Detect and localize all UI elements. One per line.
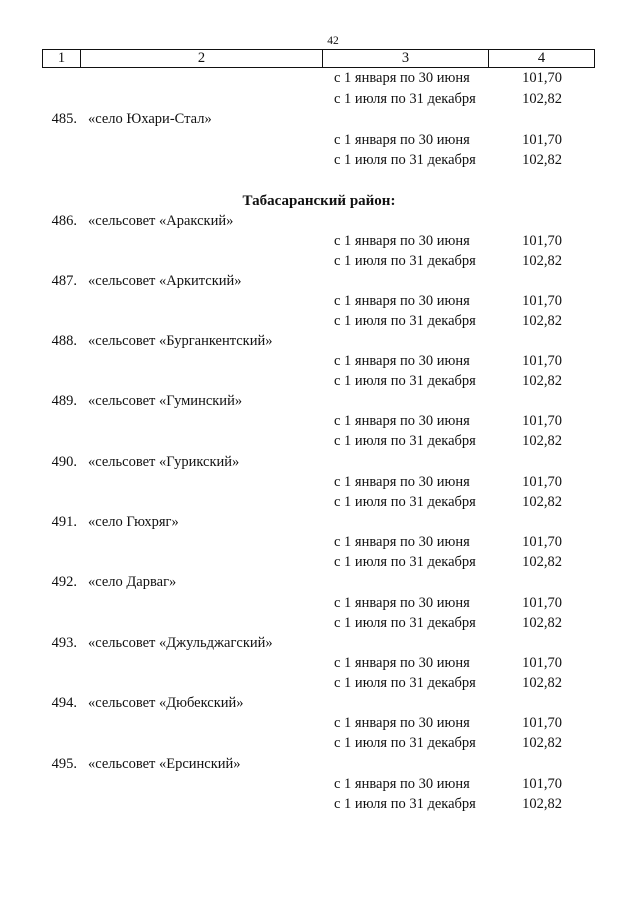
list-item — [0, 573, 640, 633]
list-item — [0, 272, 640, 332]
rate-value: 101,70 — [522, 132, 562, 148]
rate-value: 101,70 — [522, 413, 562, 429]
rate-period: с 1 июля по 31 декабря — [334, 675, 476, 691]
item-number: 488. — [51, 333, 77, 349]
item-name: «сельсовет «Аракский» — [88, 213, 234, 229]
item-name: «сельсовет «Джульджагский» — [88, 635, 273, 651]
rate-period: с 1 июля по 31 декабря — [334, 554, 476, 570]
item-number: 495. — [51, 756, 77, 772]
rate-value: 101,70 — [522, 595, 562, 611]
item-number: 493. — [51, 635, 77, 651]
table-header — [42, 49, 595, 68]
rate-period: с 1 января по 30 июня — [334, 474, 470, 490]
rate-period: с 1 июля по 31 декабря — [334, 615, 476, 631]
list-item — [0, 755, 640, 815]
rate-value: 101,70 — [522, 293, 562, 309]
item-name: «сельсовет «Бурганкентский» — [88, 333, 273, 349]
rate-value: 101,70 — [522, 715, 562, 731]
rate-value: 102,82 — [522, 675, 562, 691]
item-number: 486. — [51, 213, 77, 229]
item-name: «село Гюхряг» — [88, 514, 179, 530]
list-item — [0, 453, 640, 513]
rate-value: 102,82 — [522, 615, 562, 631]
rate-period: с 1 января по 30 июня — [334, 534, 470, 550]
rate-value: 101,70 — [522, 353, 562, 369]
item-name: «сельсовет «Ерсинский» — [88, 756, 241, 772]
item-name: «сельсовет «Аркитский» — [88, 273, 242, 289]
item-number: 487. — [51, 273, 77, 289]
rate-period: с 1 января по 30 июня — [334, 70, 470, 86]
rate-value: 102,82 — [522, 152, 562, 168]
rate-value: 102,82 — [522, 494, 562, 510]
rate-value: 101,70 — [522, 233, 562, 249]
rate-period: с 1 июля по 31 декабря — [334, 152, 476, 168]
item-name: «сельсовет «Гуминский» — [88, 393, 243, 409]
rate-period: с 1 июля по 31 декабря — [334, 433, 476, 449]
column-header-3: 3 — [323, 50, 489, 67]
rate-period: с 1 января по 30 июня — [334, 353, 470, 369]
list-item — [0, 332, 640, 392]
item-name: «сельсовет «Гурикский» — [88, 454, 240, 470]
rate-period: с 1 июля по 31 декабря — [334, 494, 476, 510]
item-name: «сельсовет «Дюбекский» — [88, 695, 244, 711]
item-name: «село Юхари-Стал» — [88, 111, 212, 127]
item-number: 485. — [51, 111, 77, 127]
list-item — [0, 694, 640, 754]
item-number: 490. — [51, 454, 77, 470]
item-number: 491. — [51, 514, 77, 530]
item-number: 489. — [51, 393, 77, 409]
column-header-4: 4 — [537, 50, 546, 66]
district-heading: Табасаранский район: — [242, 193, 396, 209]
item-name: «село Дарваг» — [88, 574, 177, 590]
rate-value: 101,70 — [522, 776, 562, 792]
item-number: 494. — [51, 695, 77, 711]
list-item — [0, 513, 640, 573]
list-item — [0, 110, 640, 170]
rate-period: с 1 января по 30 июня — [334, 233, 470, 249]
rate-period: с 1 июля по 31 декабря — [334, 373, 476, 389]
column-header-1: 1 — [43, 50, 81, 67]
rate-period: с 1 января по 30 июня — [334, 413, 470, 429]
page-number: 42 — [327, 35, 339, 47]
rate-period: с 1 января по 30 июня — [334, 132, 470, 148]
rate-value: 101,70 — [522, 70, 562, 86]
list-item — [0, 392, 640, 452]
rate-period: с 1 июля по 31 декабря — [334, 735, 476, 751]
rate-value: 102,82 — [522, 796, 562, 812]
list-item — [0, 634, 640, 694]
rate-period: с 1 января по 30 июня — [334, 715, 470, 731]
rate-period: с 1 июля по 31 декабря — [334, 253, 476, 269]
rate-value: 102,82 — [522, 253, 562, 269]
rate-period: с 1 января по 30 июня — [334, 776, 470, 792]
rate-period: с 1 июля по 31 декабря — [334, 313, 476, 329]
rate-value: 102,82 — [522, 735, 562, 751]
rate-period: с 1 января по 30 июня — [334, 655, 470, 671]
item-number: 492. — [51, 574, 77, 590]
rate-period: с 1 января по 30 июня — [334, 293, 470, 309]
rate-period: с 1 января по 30 июня — [334, 595, 470, 611]
rate-value: 102,82 — [522, 554, 562, 570]
rate-value: 101,70 — [522, 534, 562, 550]
rate-value: 102,82 — [522, 313, 562, 329]
column-header-2: 2 — [81, 50, 323, 67]
rate-period: с 1 июля по 31 декабря — [334, 91, 476, 107]
rate-value: 102,82 — [522, 433, 562, 449]
rate-value: 101,70 — [522, 474, 562, 490]
rate-value: 101,70 — [522, 655, 562, 671]
rate-value: 102,82 — [522, 91, 562, 107]
rate-value: 102,82 — [522, 373, 562, 389]
rate-period: с 1 июля по 31 декабря — [334, 796, 476, 812]
list-item — [0, 212, 640, 272]
